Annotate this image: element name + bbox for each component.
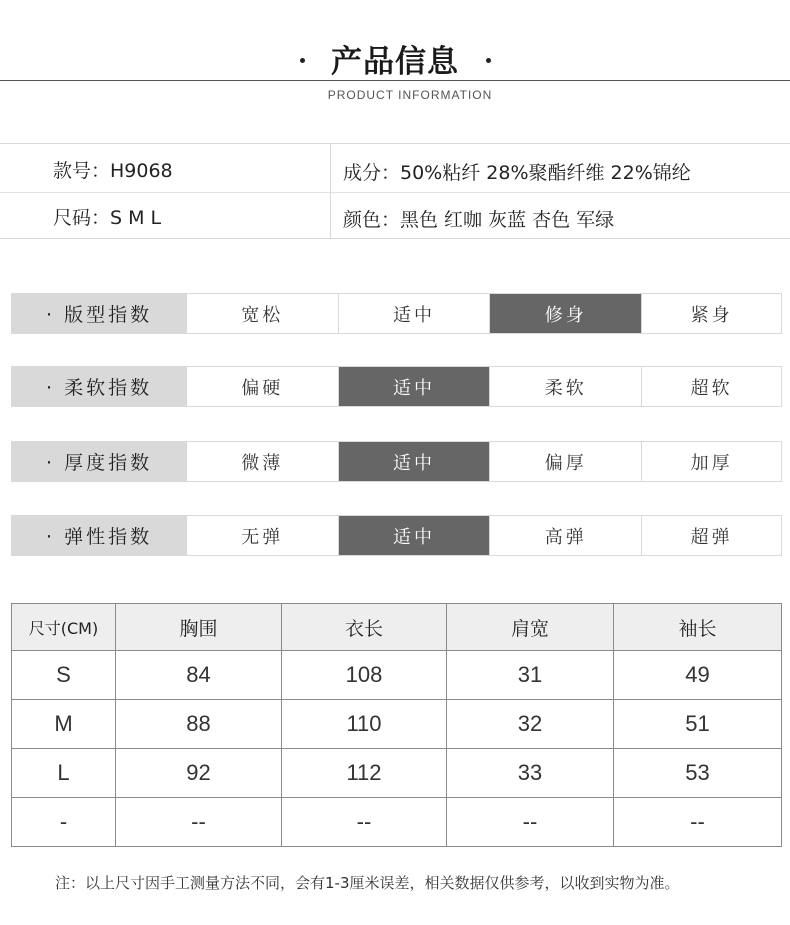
info-column-divider xyxy=(330,144,331,238)
table-cell: S xyxy=(12,651,116,700)
index-option: 高弹 xyxy=(489,516,641,555)
measurement-note: 注：以上尺寸因手工测量方法不同，会有1-3厘米误差，相关数据仅供参考，以收到实物为准。 xyxy=(55,874,680,892)
table-row xyxy=(12,749,782,798)
size-list: 尺码：S M L xyxy=(53,207,162,229)
table-cell: 32 xyxy=(447,700,614,749)
index-option: 柔软 xyxy=(489,367,641,406)
table-cell: 31 xyxy=(447,651,614,700)
index-option: 微薄 xyxy=(186,442,338,481)
table-cell: 110 xyxy=(282,700,447,749)
table-cell: 84 xyxy=(116,651,282,700)
index-option-selected: 修身 xyxy=(489,294,641,333)
table-cell: 88 xyxy=(116,700,282,749)
table-cell: 49 xyxy=(614,651,782,700)
table-cell: -- xyxy=(447,798,614,847)
table-cell: 33 xyxy=(447,749,614,798)
index-label: · 版型指数 xyxy=(12,294,186,333)
table-cell: L xyxy=(12,749,116,798)
size-chart-table xyxy=(11,603,782,847)
style-number: 款号：H9068 xyxy=(53,160,173,182)
index-label: · 柔软指数 xyxy=(12,367,186,406)
elasticity-index-row xyxy=(11,515,782,556)
index-option: 偏硬 xyxy=(186,367,338,406)
index-option: 宽松 xyxy=(186,294,338,333)
fit-index-row xyxy=(11,293,782,334)
table-cell: -- xyxy=(614,798,782,847)
page-subtitle: PRODUCT INFORMATION xyxy=(327,88,493,102)
table-cell: - xyxy=(12,798,116,847)
table-cell: 53 xyxy=(614,749,782,798)
column-header: 衣长 xyxy=(282,604,447,651)
softness-index-row xyxy=(11,366,782,407)
column-header: 胸围 xyxy=(116,604,282,651)
title-dot-right xyxy=(486,58,491,63)
info-row-divider xyxy=(0,192,790,193)
index-option: 超软 xyxy=(641,367,781,406)
table-cell: 112 xyxy=(282,749,447,798)
page-title: 产品信息 xyxy=(331,44,459,80)
column-header: 尺寸(CM) xyxy=(12,604,116,651)
index-option: 紧身 xyxy=(641,294,781,333)
index-option-selected: 适中 xyxy=(338,516,490,555)
index-option-selected: 适中 xyxy=(338,442,490,481)
table-row xyxy=(12,651,782,700)
index-option: 超弹 xyxy=(641,516,781,555)
thickness-index-row xyxy=(11,441,782,482)
index-option: 适中 xyxy=(338,294,490,333)
composition: 成分：50%粘纤 28%聚酯纤维 22%锦纶 xyxy=(343,162,691,184)
column-header: 袖长 xyxy=(614,604,782,651)
color-list: 颜色：黑色 红咖 灰蓝 杏色 军绿 xyxy=(343,209,615,231)
table-cell: 51 xyxy=(614,700,782,749)
column-header: 肩宽 xyxy=(447,604,614,651)
table-cell: 108 xyxy=(282,651,447,700)
table-cell: -- xyxy=(116,798,282,847)
product-info-block xyxy=(0,143,790,239)
index-label: · 弹性指数 xyxy=(12,516,186,555)
table-row xyxy=(12,798,782,847)
table-cell: M xyxy=(12,700,116,749)
index-option-selected: 适中 xyxy=(338,367,490,406)
table-header-row xyxy=(12,604,782,651)
index-option: 加厚 xyxy=(641,442,781,481)
table-row xyxy=(12,700,782,749)
table-cell: -- xyxy=(282,798,447,847)
header xyxy=(0,36,790,86)
index-option: 偏厚 xyxy=(489,442,641,481)
index-label: · 厚度指数 xyxy=(12,442,186,481)
index-option: 无弹 xyxy=(186,516,338,555)
table-cell: 92 xyxy=(116,749,282,798)
title-divider xyxy=(0,80,790,81)
